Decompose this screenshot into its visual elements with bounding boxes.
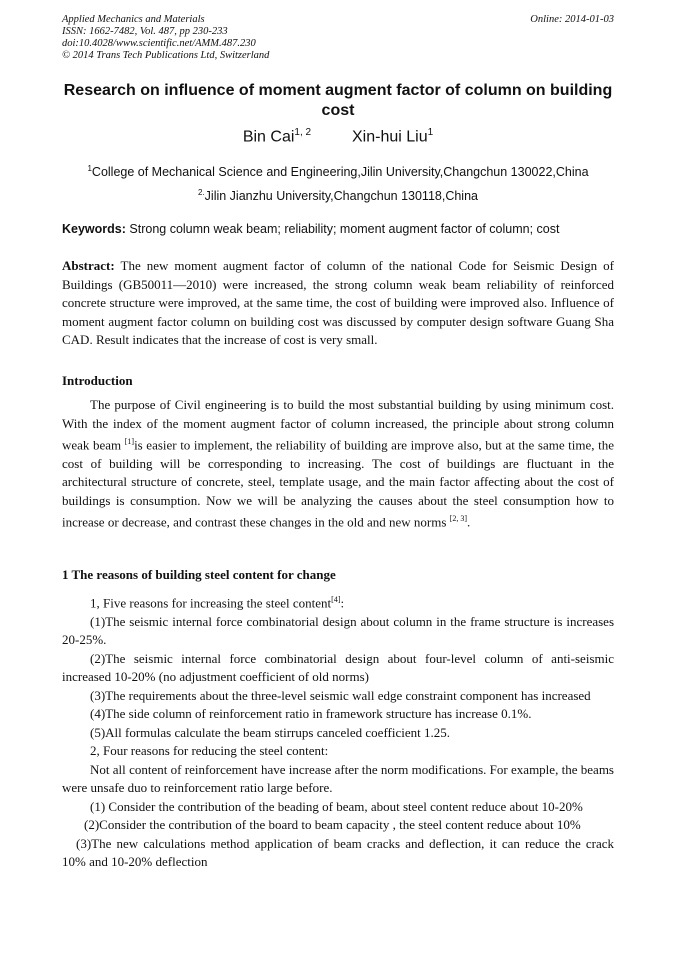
increase-intro-colon: : [340, 595, 345, 611]
intro-text: is easier to implement, the reliability of building are improve also, but at the same time, the cost of building will be corresponding to increasing. The cost of buildings are fluctuant in the architectural structure of concrete, steel, template usage, and the main factor affecting about the cost of buildings is consumption. Now we will be analyzing the causes about the steel consumption how to increase or decrease, and contrast these changes in the old and new norms [62, 437, 614, 530]
abstract-text: The new moment augment factor of column of the national Code for Seismic Design of Buildings (GB50011—2010) were increased, the strong column weak beam reliability of reinforced concrete structure were improved, at the same time, the cost of building were improved also. Influence of moment augment factor column on building cost was discussed by computer design software Guang Sha CAD. Result indicates that the increase of cost is very small. [62, 258, 614, 347]
intro-text: The purpose of Civil engineering is to build the most substantial building by using minimum cost. With the index of the moment augment factor of column increased, the principle about strong column weak beam [62, 397, 614, 453]
list-item: (5)All formulas calculate the beam stirrups canceled coefficient 1.25. [90, 724, 451, 740]
keywords-text: Strong column weak beam; reliability; moment augment factor of column; cost [129, 222, 560, 236]
affiliation [62, 185, 614, 204]
abstract [62, 257, 614, 350]
author-name: Xin-hui Liu [352, 128, 428, 146]
section-1-body [62, 591, 614, 872]
citation: [2, 3] [449, 514, 468, 524]
section-heading-introduction: Introduction [62, 373, 133, 388]
journal-header [62, 14, 269, 62]
affiliation-mark: 1 [87, 164, 92, 173]
introduction-paragraph [62, 396, 614, 532]
list-item: (1) Consider the contribution of the beading of beam, about steel content reduce about 10-20% [90, 798, 583, 814]
author-list [62, 122, 614, 148]
affiliation-text: Jilin Jianzhu University,Changchun 130118,China [204, 189, 478, 204]
journal-name: Applied Mechanics and Materials [62, 14, 205, 25]
doi-line: doi:10.4028/www.scientific.net/AMM.487.230 [62, 38, 256, 49]
online-date: Online: 2014-01-03 [530, 14, 614, 25]
paper-title: Research on influence of moment augment factor of column on building cost [63, 82, 613, 119]
citation: [4] [331, 595, 341, 604]
abstract-label: Abstract: [62, 258, 115, 273]
intro-text: . [467, 514, 471, 530]
author-affiliation-mark: 1 [427, 127, 434, 138]
author-affiliation-mark: 1, 2 [294, 127, 312, 138]
increase-intro [62, 591, 614, 613]
issn-line: ISSN: 1662-7482, Vol. 487, pp 230-233 [62, 26, 228, 37]
section-heading-1: 1 The reasons of building steel content for change [62, 567, 336, 582]
copyright-line: © 2014 Trans Tech Publications Ltd, Switzerland [62, 50, 270, 61]
author-name: Bin Cai [242, 128, 295, 146]
keywords-label: Keywords: [62, 222, 126, 236]
reduce-intro: 2, Four reasons for reducing the steel content: [90, 743, 329, 759]
affiliation-mark: 2. [198, 188, 205, 197]
list-item: (1)The seismic internal force combinatorial design about column in the frame structure is increases 20-25%. [62, 613, 614, 648]
list-item: (4)The side column of reinforcement ratio in framework structure has increase 0.1%. [90, 706, 532, 722]
affiliation [62, 161, 614, 180]
list-item: (2)The seismic internal force combinatorial design about four-level column of anti-seismic increased 10-20% (no adjustment coefficient of old norms) [62, 650, 614, 685]
increase-intro-text: 1, Five reasons for increasing the steel content [90, 595, 332, 611]
list-item: (2)Consider the contribution of the board to beam capacity , the steel content reduce about 10% [84, 817, 581, 833]
list-item: (3)The new calculations method application of beam cracks and deflection, it can reduce the crack 10% and 10-20% deflection [62, 835, 614, 870]
keywords [62, 221, 614, 237]
citation: [1] [124, 437, 135, 446]
reduce-note: Not all content of reinforcement have increase after the norm modifications. For example, the beams were unsafe duo to reinforcement ratio large before. [62, 761, 614, 796]
affiliation-text: College of Mechanical Science and Engineering,Jilin University,Changchun 130022,China [91, 165, 589, 180]
list-item: (3)The requirements about the three-level seismic wall edge constraint component has increased [90, 687, 591, 703]
